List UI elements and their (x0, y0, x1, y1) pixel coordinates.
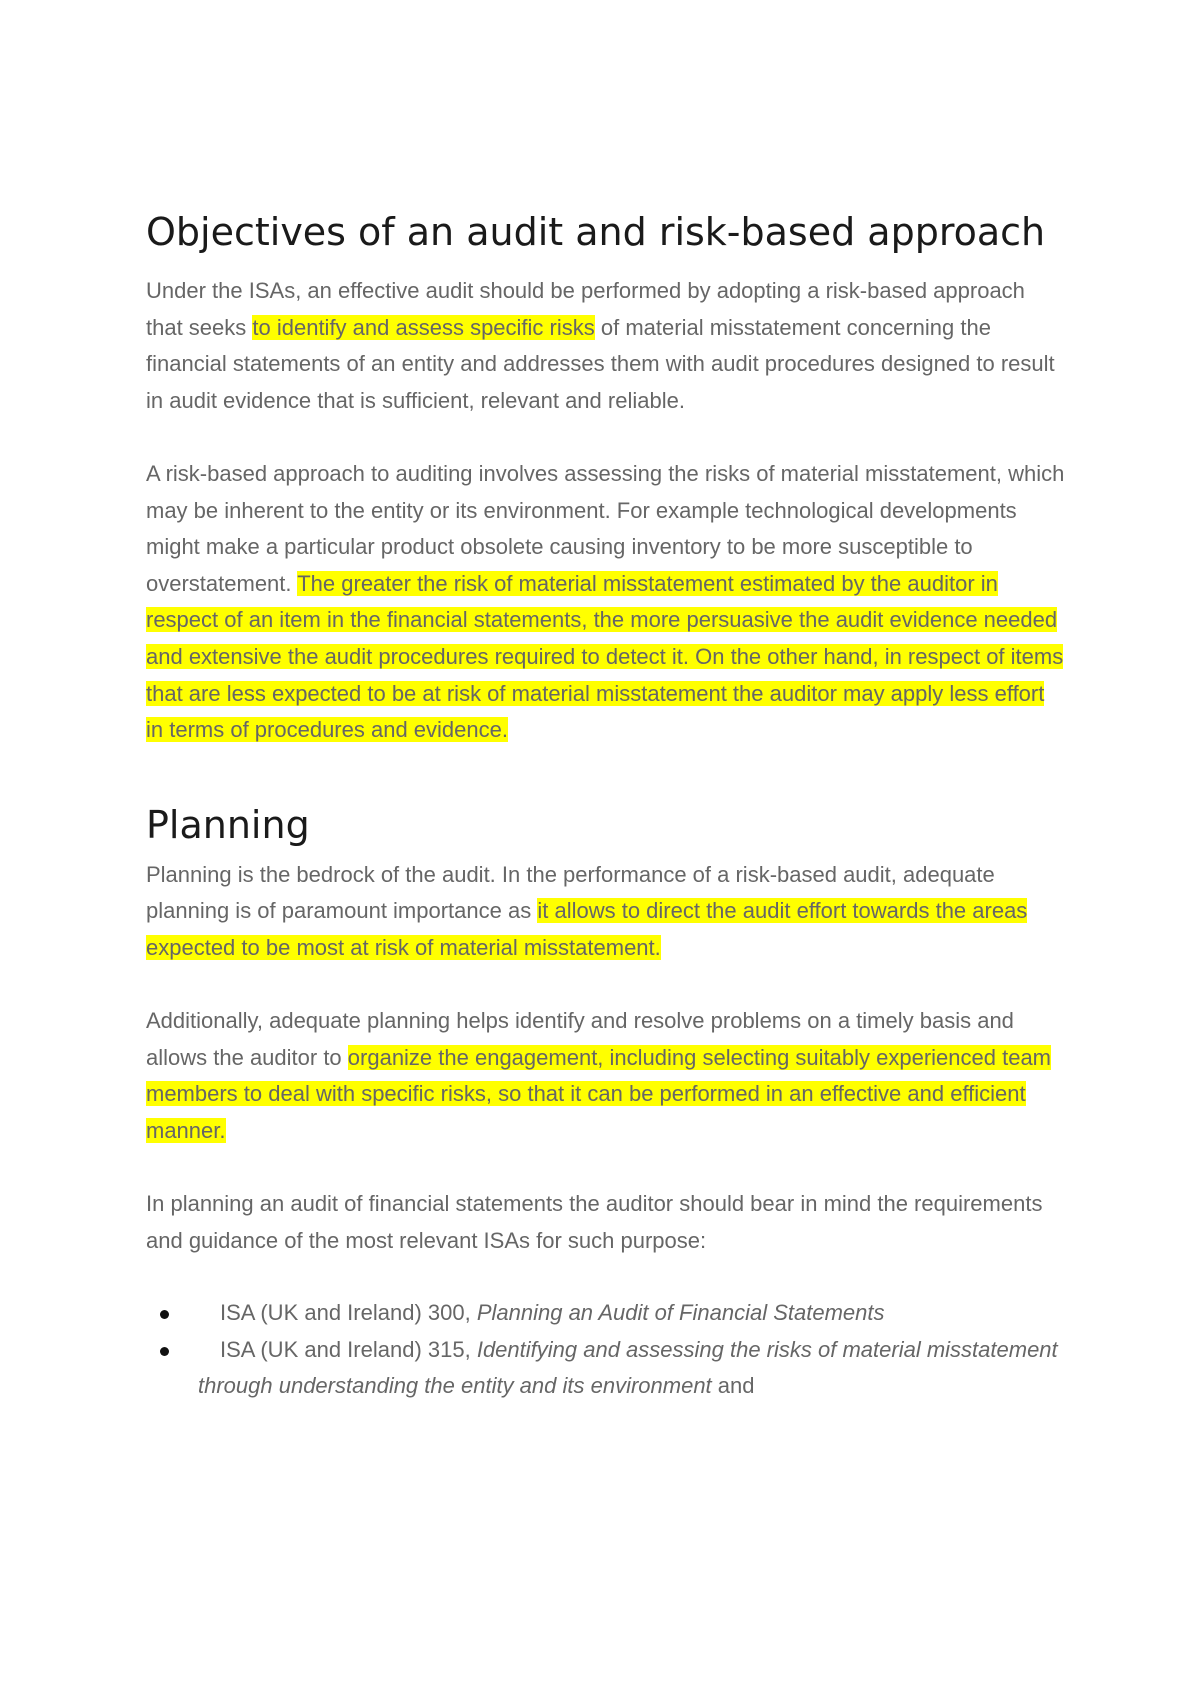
document-page (146, 200, 1066, 1405)
highlighted-text: to identify and assess specific risks (252, 314, 595, 340)
list-item-prefix: ISA (UK and Ireland) 300, (220, 1300, 477, 1326)
text-run: Planning is the bedrock of the audit. In the performance of a risk-based audit, adequate planning is of paramount importance as (146, 861, 995, 924)
text-run: of material misstatement concerning the financial statements of an entity and addresses them with audit procedures designed to result in audit evidence that is sufficient, relevant and reliable. (146, 314, 1055, 413)
paragraph-risk-based-approach (146, 456, 1066, 749)
text-run: In planning an audit of financial statements the auditor should bear in mind the requirements and guidance of the most relevant ISAs for such purpose: (146, 1191, 1043, 1253)
heading-planning: Planning (146, 802, 310, 847)
text-run: A risk-based approach to auditing involves assessing the risks of material misstatement, which may be inherent to the entity or its environment. For example technological developments might make a particular product obsolete causing inventory to be more susceptible to overstatement. (146, 460, 1065, 596)
highlighted-text: organize the engagement, including selecting suitably experienced team members to deal with specific risks, so that it can be performed in an effective and efficient manner. (146, 1044, 1052, 1143)
list-item (146, 1295, 1066, 1332)
list-item (146, 1332, 1066, 1405)
heading-objectives: Objectives of an audit and risk-based approach (146, 210, 1046, 254)
isa-list (146, 1295, 1066, 1405)
list-item-title: Identifying and assessing the risks of material misstatement through understanding the entity and its environment (198, 1336, 1058, 1399)
bullet-icon (160, 1310, 169, 1319)
paragraph-isas-approach (146, 273, 1066, 419)
list-item-suffix: and (711, 1373, 755, 1399)
text-run: Under the ISAs, an effective audit should be performed by adopting a risk-based approach that seeks (146, 278, 1025, 340)
text-run: Additionally, adequate planning helps identify and resolve problems on a timely basis and allows the auditor to (146, 1008, 1014, 1070)
bullet-icon (160, 1347, 169, 1356)
list-item-prefix: ISA (UK and Ireland) 315, (220, 1336, 477, 1362)
paragraph-planning-isas (146, 1186, 1066, 1259)
highlighted-text: it allows to direct the audit effort towards the areas expected to be most at risk of material misstatement. (146, 898, 1028, 960)
paragraph-planning-bedrock (146, 857, 1066, 967)
highlighted-text: The greater the risk of material misstatement estimated by the auditor in respect of an item in the financial statements, the more persuasive the audit evidence needed and extensive the audit procedures required to detect it. On the other hand, in respect of items that are less expected to be at risk of material misstatement the auditor may apply less effort in terms of procedures and evidence. (146, 570, 1064, 743)
list-item-title: Planning an Audit of Financial Statements (476, 1300, 885, 1326)
paragraph-planning-additionally (146, 1003, 1066, 1149)
